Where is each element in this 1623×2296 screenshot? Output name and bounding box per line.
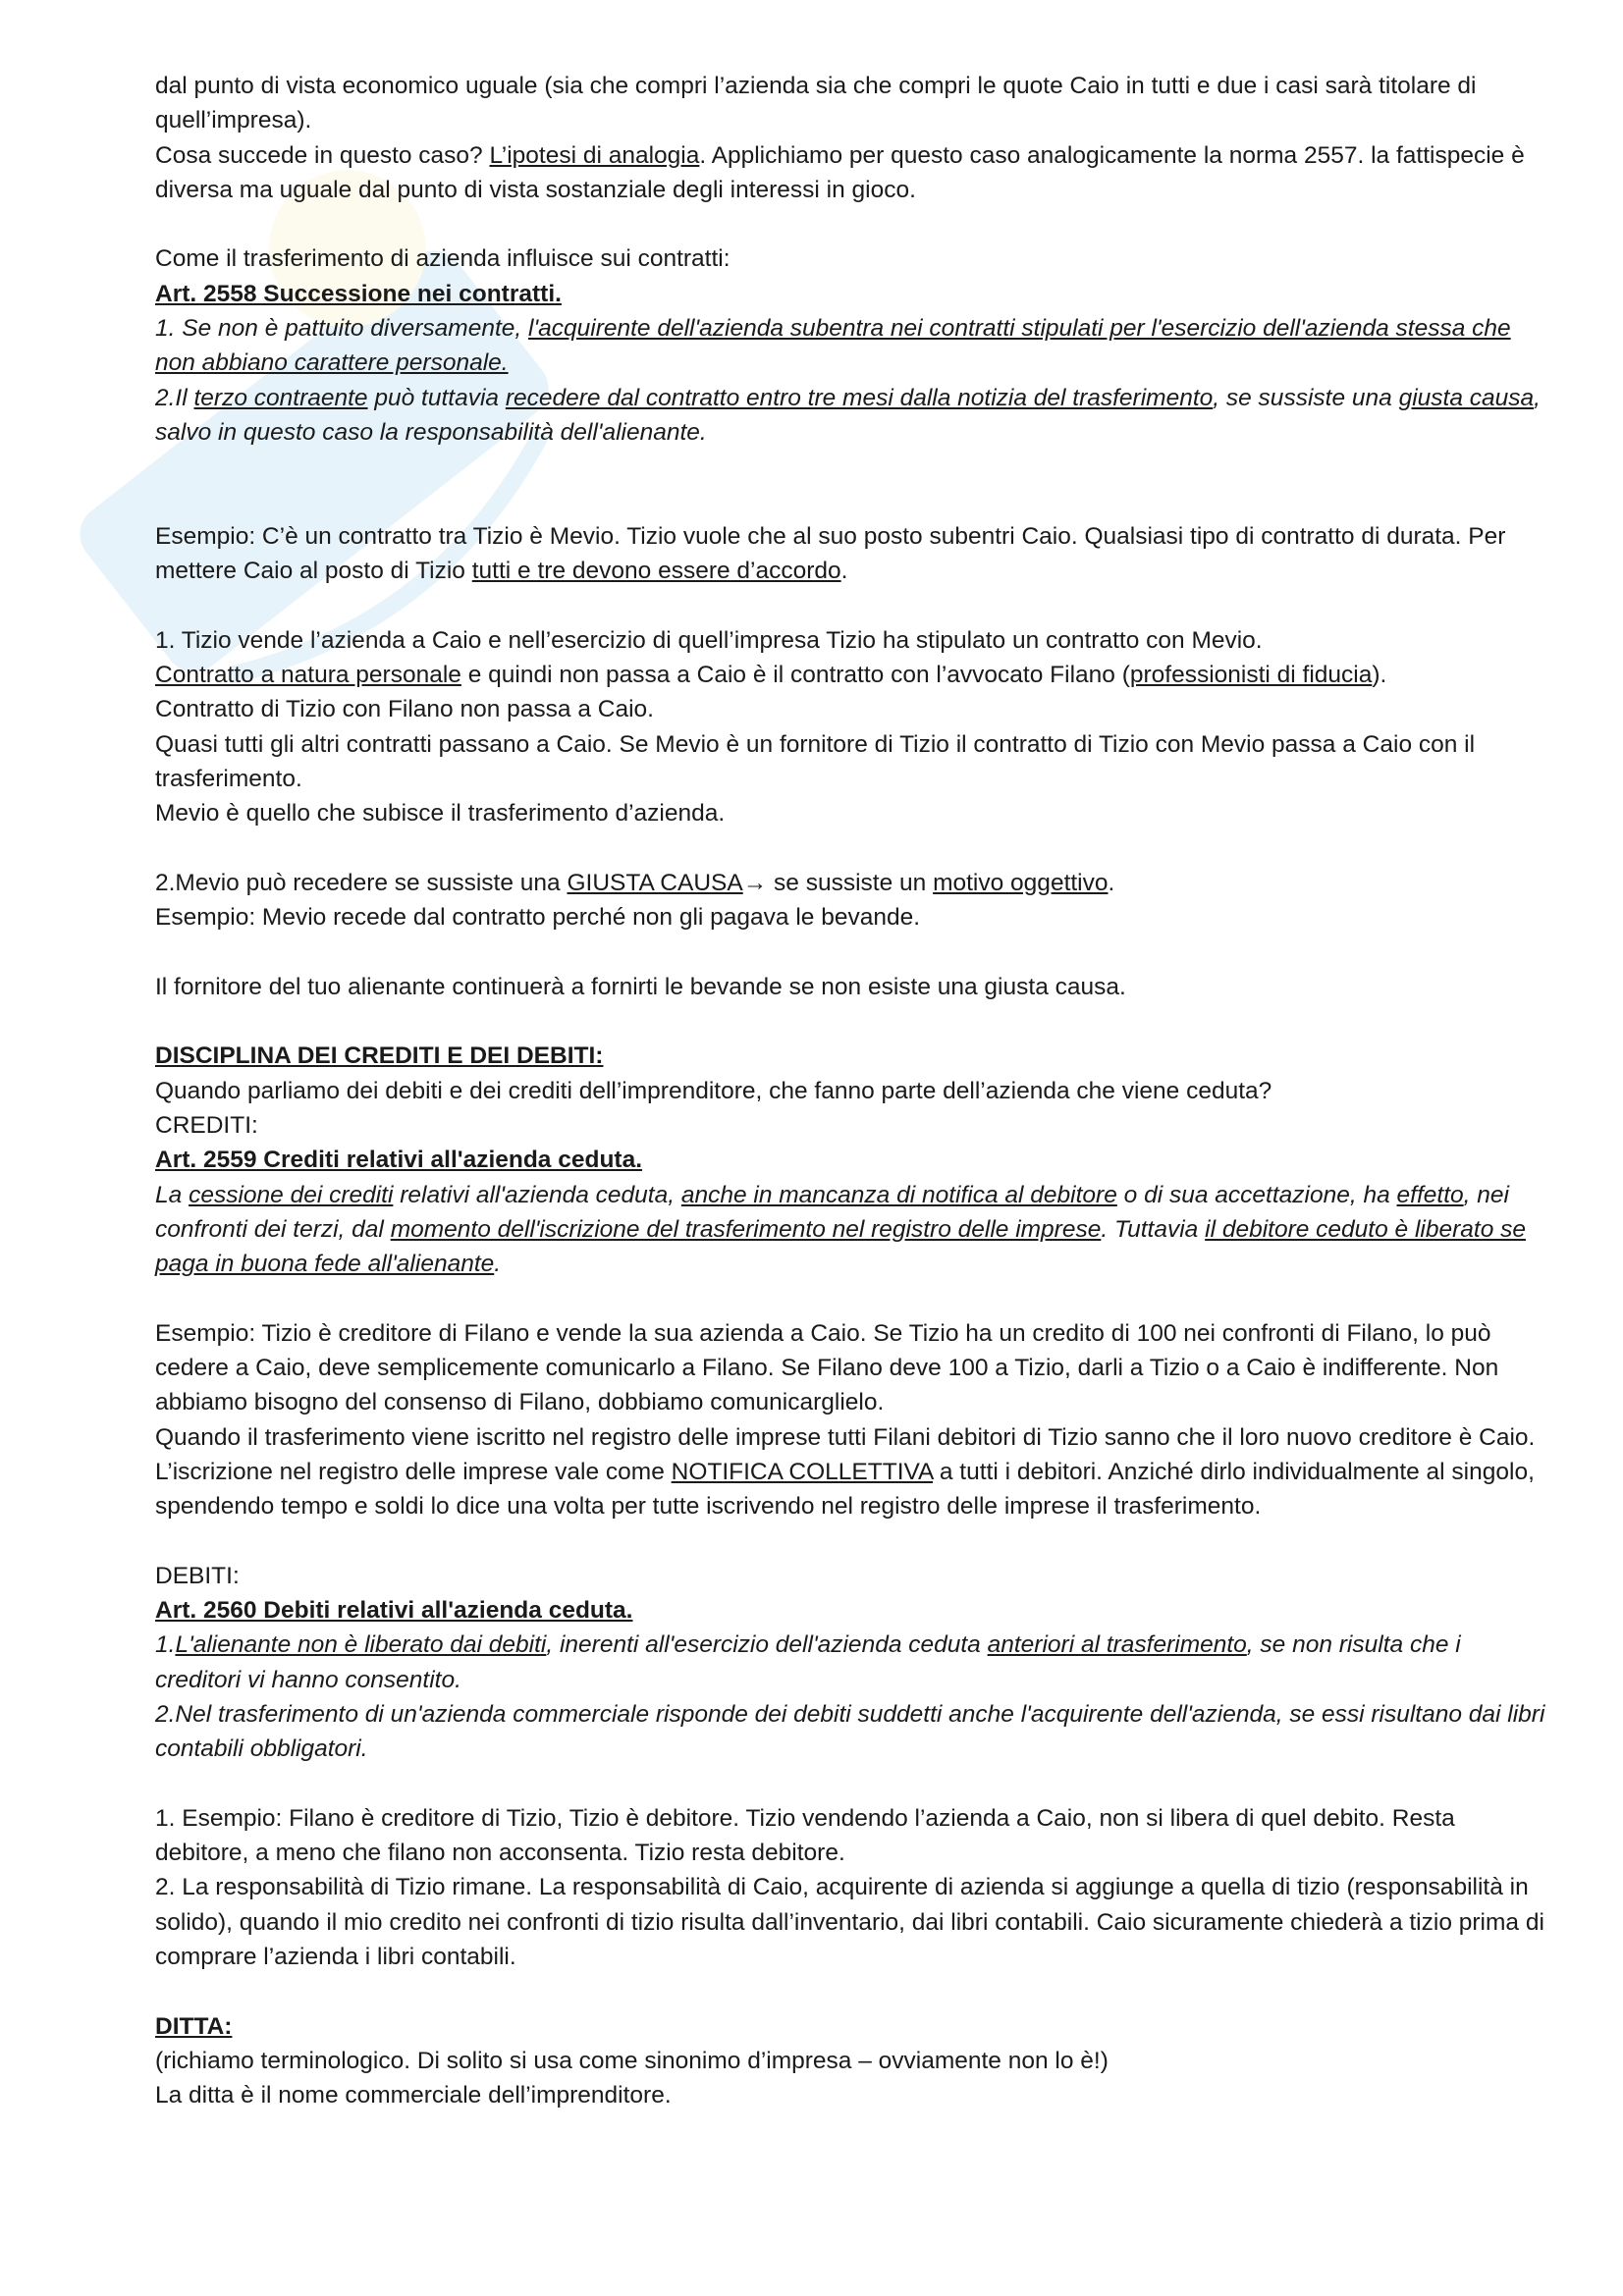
punto-2-line-1: 2.Mevio può recedere se sussiste una GIUSTA CAUSA→ se sussiste un motivo oggettivo. xyxy=(155,869,1115,896)
art-2558-comma-2: 2.Il terzo contraente può tuttavia recedere dal contratto entro tre mesi dalla notizia del trasferimento, se sussiste una giusta causa, salvo in questo caso la responsabilità dell'alienante. xyxy=(155,384,1541,446)
punto-2-line-2: Esempio: Mevio recede dal contratto perché non gli pagava le bevande. xyxy=(155,904,921,932)
crediti-label: CREDITI: xyxy=(155,1111,258,1139)
punto-1-line-2: Contratto a natura personale e quindi non passa a Caio è il contratto con l’avvocato Filano (professionisti di fiducia). xyxy=(155,662,1387,689)
esempio-crediti-2: Quando il trasferimento viene iscritto nel registro delle imprese tutti Filani debitori di Tizio sanno che il loro nuovo creditore è Caio. xyxy=(155,1423,1536,1451)
debiti-label: DEBITI: xyxy=(155,1562,240,1589)
intro-line-2: Cosa succede in questo caso? L’ipotesi di analogia. Applichiamo per questo caso analogicamente la norma 2557. la fattispecie è diversa ma uguale dal punto di vista sostanziale degli interessi in gioco. xyxy=(155,141,1525,203)
disciplina-question: Quando parliamo dei debiti e dei crediti dell’imprenditore, che fanno parte dell’azienda che viene ceduta? xyxy=(155,1077,1272,1104)
esempio-crediti-3: L’iscrizione nel registro delle imprese vale come NOTIFICA COLLETTIVA a tutti i debitori. Anziché dirlo individualmente al singolo, spendendo tempo e soldi lo dice una volta per tutte iscrivendo nel registro delle imprese il trasferimento. xyxy=(155,1458,1535,1521)
ditta-line-1: (richiamo terminologico. Di solito si usa come sinonimo d’impresa – ovviamente non lo è!) xyxy=(155,2047,1109,2074)
esempio-debiti-2: 2. La responsabilità di Tizio rimane. La responsabilità di Caio, acquirente di azienda si aggiunge a quella di tizio (responsabilità in solido), quando il mio credito nei confronti di tizio risulta dall’inventario, dai libri contabili. Caio sicuramente chiederà a tizio prima di comprare l’azienda i libri contabili. xyxy=(155,1874,1544,1971)
document-body xyxy=(155,69,1549,2113)
esempio-debiti-1: 1. Esempio: Filano è creditore di Tizio, Tizio è debitore. Tizio vendendo l’azienda a Caio, non si libera di quel debito. Resta debitore, a meno che filano non acconsenta. Tizio resta debitore. xyxy=(155,1804,1455,1867)
punto-1-line-4: Quasi tutti gli altri contratti passano a Caio. Se Mevio è un fornitore di Tizio il contratto di Tizio con Mevio passa a Caio con il trasferimento. xyxy=(155,730,1476,792)
esempio-crediti-1: Esempio: Tizio è creditore di Filano e vende la sua azienda a Caio. Se Tizio ha un credito di 100 nei confronti di Filano, lo può cedere a Caio, deve semplicemente comunicarlo a Filano. Se Filano deve 100 a Tizio, darli a Tizio o a Caio è indifferente. Non abbiamo bisogno del consenso di Filano, dobbiamo comunicarglielo. xyxy=(155,1319,1499,1416)
art-2560-heading: Art. 2560 Debiti relativi all'azienda ceduta. xyxy=(155,1597,633,1625)
art-2560-comma-2: 2.Nel trasferimento di un'azienda commerciale risponde dei debiti suddetti anche l'acquirente dell'azienda, se essi risultano dai libri contabili obbligatori. xyxy=(155,1700,1545,1763)
art-2560-comma-1: 1.L'alienante non è liberato dai debiti, inerenti all'esercizio dell'azienda ceduta anteriori al trasferimento, se non risulta che i creditori vi hanno consentito. xyxy=(155,1631,1461,1693)
fornitore-line: Il fornitore del tuo alienante continuerà a fornirti le bevande se non esiste una giusta causa. xyxy=(155,973,1126,1000)
esempio-contratto: Esempio: C’è un contratto tra Tizio è Mevio. Tizio vuole che al suo posto subentri Caio. Qualsiasi tipo di contratto di durata. Per mettere Caio al posto di Tizio tutti e tre devono essere d’accordo. xyxy=(155,522,1506,585)
intro-line-1: dal punto di vista economico uguale (sia che compri l’azienda sia che compri le quote Caio in tutti e due i casi sarà titolare di quell’impresa). xyxy=(155,73,1477,134)
ditta-line-2: La ditta è il nome commerciale dell’imprenditore. xyxy=(155,2082,672,2109)
contratti-lead: Come il trasferimento di azienda influisce sui contratti: xyxy=(155,245,730,273)
punto-1-line-1: 1. Tizio vende l’azienda a Caio e nell’esercizio di quell’impresa Tizio ha stipulato un contratto con Mevio. xyxy=(155,626,1263,654)
ditta-heading: DITTA: xyxy=(155,2012,233,2040)
art-2558-heading: Art. 2558 Successione nei contratti. xyxy=(155,280,562,307)
disciplina-heading: DISCIPLINA DEI CREDITI E DEI DEBITI: xyxy=(155,1042,604,1070)
punto-1-line-5: Mevio è quello che subisce il trasferimento d’azienda. xyxy=(155,800,726,828)
art-2559-text: La cessione dei crediti relativi all'azienda ceduta, anche in mancanza di notifica al debitore o di sua accettazione, ha effetto, nei confronti dei terzi, dal momento dell'iscrizione del trasferimento nel registro delle imprese. Tuttavia il debitore ceduto è liberato se paga in buona fede all'alienante. xyxy=(155,1181,1526,1278)
arrow-icon: → xyxy=(742,869,768,896)
art-2559-heading: Art. 2559 Crediti relativi all'azienda ceduta. xyxy=(155,1147,643,1174)
punto-1-line-3: Contratto di Tizio con Filano non passa a Caio. xyxy=(155,696,654,723)
art-2558-comma-1: 1. Se non è pattuito diversamente, l'acquirente dell'azienda subentra nei contratti stipulati per l'esercizio dell'azienda stessa che non abbiano carattere personale. xyxy=(155,315,1511,377)
